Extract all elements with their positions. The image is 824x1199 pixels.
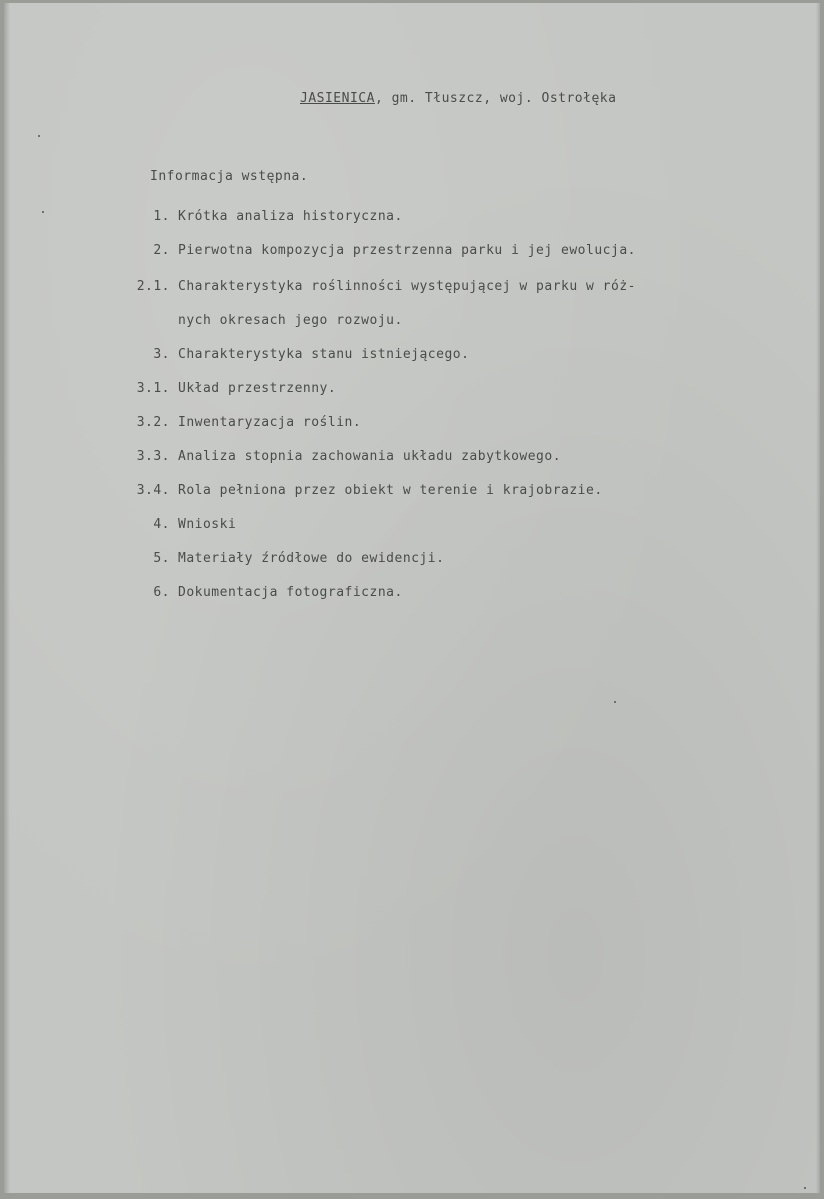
toc-entry-text: Inwentaryzacja roślin.: [178, 415, 362, 430]
toc-entry-text: Krótka analiza historyczna.: [178, 209, 403, 224]
toc-entry-text: Pierwotna kompozycja przestrzenna parku i jej ewolucja.: [178, 243, 636, 258]
paper-speck: [614, 701, 616, 703]
toc-entry-number: 3.2.: [136, 415, 170, 430]
intro-line: Informacja wstępna.: [150, 169, 309, 184]
toc-entry-text: Charakterystyka stanu istniejącego.: [178, 347, 470, 362]
toc-entry-1: [114, 209, 403, 224]
paper-speck: [804, 1187, 806, 1189]
toc-entry-number: 3.1.: [136, 381, 170, 396]
toc-entry-5: [114, 551, 444, 566]
toc-entry-4: [114, 517, 236, 532]
document-heading: [300, 91, 616, 106]
toc-entry-number: 2.: [153, 243, 170, 258]
toc-entry-text: Analiza stopnia zachowania układu zabytkowego.: [178, 449, 562, 464]
toc-entry-number: 4.: [153, 517, 170, 532]
toc-entry-number: 3.: [153, 347, 170, 362]
toc-entry-3-4: [114, 483, 603, 498]
paper-speck: [42, 211, 44, 213]
toc-entry-2-1-continuation: nych okresach jego rozwoju.: [178, 313, 403, 328]
toc-entry-text: Dokumentacja fotograficzna.: [178, 585, 403, 600]
toc-entry-text: Rola pełniona przez obiekt w terenie i krajobrazie.: [178, 483, 603, 498]
toc-entry-number: 2.1.: [136, 279, 170, 294]
toc-entry-number: 5.: [153, 551, 170, 566]
toc-entry-3-2: [114, 415, 361, 430]
toc-entry-3-1: [114, 381, 336, 396]
toc-entry-text: Charakterystyka roślinności występującej w parku w róż-: [178, 279, 636, 294]
toc-entry-text: Układ przestrzenny.: [178, 381, 337, 396]
toc-entry-number: 6.: [153, 585, 170, 600]
toc-entry-2: [114, 243, 636, 258]
toc-entry-text: Wnioski: [178, 517, 237, 532]
heading-location-details: , gm. Tłuszcz, woj. Ostrołęka: [374, 91, 617, 106]
paper-edge-shadow-right: [816, 3, 820, 1193]
toc-entry-number: 3.4.: [136, 483, 170, 498]
toc-entry-3: [114, 347, 469, 362]
toc-entry-number: 1.: [153, 209, 170, 224]
paper-speck: [38, 135, 40, 137]
document-page: [4, 3, 820, 1193]
toc-entry-text: Materiały źródłowe do ewidencji.: [178, 551, 445, 566]
toc-entry-2-1: [114, 279, 636, 294]
toc-entry-6: [114, 585, 403, 600]
toc-entry-3-3: [114, 449, 561, 464]
toc-entry-number: 3.3.: [136, 449, 170, 464]
paper-edge-shadow: [4, 3, 10, 1193]
heading-place-name: JASIENICA: [300, 91, 375, 106]
